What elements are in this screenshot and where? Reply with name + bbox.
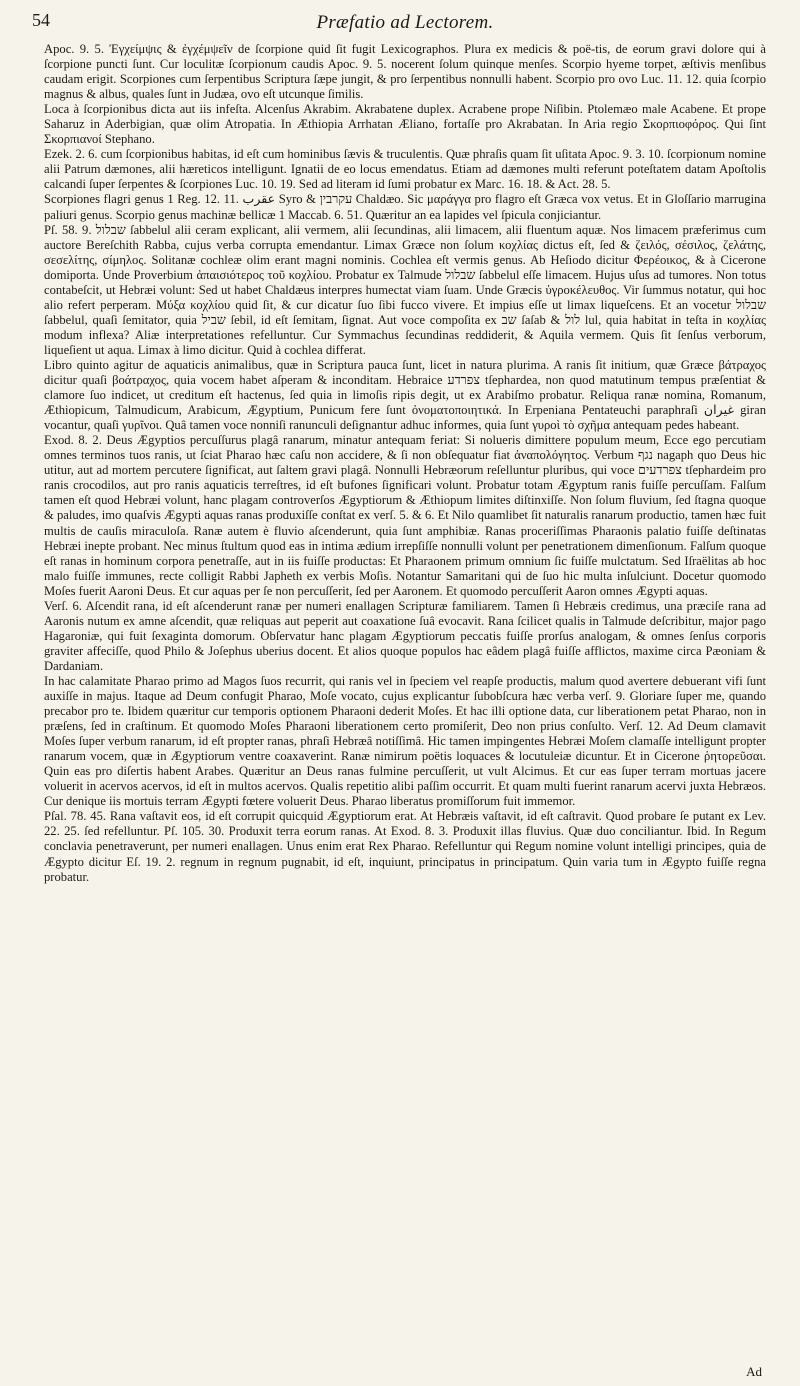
- paragraph: Exod. 8. 2. Deus Ægyptios percuſſurus plagâ ranarum, minatur antequam feriat: Si nolueris dimittere populum meum, Ecce ego percutiam omnes terminos tuos ranis, ut ſciat Pharao hæc caſu non accidere, & ſi non obſequatur fiat ἀναπολόγητος. Verbum נגף nagaph quo Deus hic utitur, aut ad mortem percutere ſignificat, aut ſaltem gravi plagâ. Nonnulli Hebræorum reſelluntur pluribus, qui voce צפרדעים tſephardeim pro ranis crocodilos, aut pro ranis aquaticis terreſtres, id eſt bufones ſignificari volunt. Probatur totam Ægyptum ranis fuiſſe percuſſam. Falſum tamen eſt quod Hebræi volunt, hanc plagam controverſos Ægyptiorum & Æthiopum limites diſtinxiſſe. Non ſolum fluvium, ſed ſtagna quoque & paludes, imo quaſvis Ægypti aquas ranas produxiſſe conſtat ex verſ. 5. & 6. Et Nilo quamlibet ſit naturalis ranarum productio, tamen hæc fuit multis de cauſis miraculoſa. Ranæ autem è fluvio aſcenderunt, quia ſunt amphibiæ. Ranas proceriſſimas Pharaonis palatio fuiſſe deſtinatas Hebræi inepte probant. Nec minus ſtultum quod eas in intima ædium irrepſiſſe nonnulli volunt per penetrationem dimenſionum. Falſum quoque eſt ranas in hominum corpora penetraſſe, aut in iis fuiſſe productas: Et Pharaonem primum omnium ſic fuiſſe mulctatum. Sed Iſraëlitas ab hoc malo fuiſſe immunes, recte colligit Rabbi Japheth ex verbis Moſis. Notantur Samaritani qui de ſuo hic multa inſulciunt. Docetur quomodo Moſes fuerit Aaroni Deus. Et cur aquas per ſe non percuſſerit, ſed per Aaronem. Et quomodo percuſſerit Aaron omnes Ægypti aquas.: [44, 433, 766, 598]
- paragraph: Pſal. 78. 45. Rana vaſtavit eos, id eſt corrupit quicquid Ægyptiorum erat. At Hebræis vaſtavit, id eſt caſtravit. Quod probare ſe putant ex Lev. 22. 25. ſed refelluntur. Pſ. 105. 30. Produxit terra eorum ranas. At Exod. 8. 3. Produxit illas fluvius. Quæ duo conciliantur. Ibid. In Regum conclavia penetraverunt, per numeri enallagen. Unus enim erat Rex Pharao. Refelluntur qui Regum nomine volunt intelligi principes, quia de Ægypto dicitur Eſ. 19. 2. regnum in regnum pugnabit, id eſt, inquiunt, principatus in principatum. Quin varia tum in Ægypto fuiſſe regna probatur.: [44, 809, 766, 884]
- page-number: 54: [32, 10, 50, 30]
- paragraph: Loca à ſcorpionibus dicta aut iis infeſta. Alcenſus Akrabim. Akrabatene duplex. Acrabene prope Niſibin. Ptolemæo male Acabene. Et prope Saharuz in Aderbigian, quæ olim Atropatia. In Æthiopia Arrhatan Æliano, fortaſſe pro Akrabatan. In Aria regio Σκορπιοφόρος. Qui ſint Σκορπιανοί Stephano.: [44, 102, 766, 147]
- paragraph: Libro quinto agitur de aquaticis animalibus, quæ in Scriptura pauca ſunt, licet in natura plurima. A ranis ſit initium, quæ Græce βάτραχος dicitur quaſi βοάτραχος, quia vocem habet aſperam & inconditam. Hebraice צפרדע tſephardea, non quod matutinum tempus præſentiat & clamore ſuo indicet, ut creditum eſt hactenus, ſed quia in limoſis ripis degit, ut ex Arabiſmo probatur. Reliqua ranæ nomina, Romanum, Æthiopicum, Talmudicum, Arabicum, Ægyptium, Punicum fere ſunt ὀνοματοποιητικά. In Erpeniana Pentateuchi paraphraſi غيران giran vocantur, quaſi γυρῖνοι. Quâ tamen voce nonniſi ranunculi deſignantur adhuc informes, quia ſunt γυροὶ τὸ σχῆμα antequam pedes habeant.: [44, 357, 766, 433]
- paragraph: In hac calamitate Pharao primo ad Magos ſuos recurrit, qui ranis vel in ſpeciem vel reapſe productis, malum quod avertere debuerant vifi ſunt auxiſſe in majus. Itaque ad Deum confugit Pharao, Moſe vocato, cujus explicantur ſubobſcura hæc verba verſ. 9. Gloriare ſuper me, quando precabor pro te. Ibidem quæritur cur temporis optionem Pharaoni dederit Moſes. Et hac illi optione data, cur liberationem petat Pharao, non in præſens, ſed in craſtinum. Et quomodo Moſes Pharaoni liberationem certo promiſerit, Deo non prius conſulto. Verſ. 12. Ad Deum clamavit Moſes ſuper verbum ranarum, id eſt propter ranas, phraſi Hebræâ notiſſimâ. Hic tamen impingentes Hebræi Moſem clamaſſe intelligunt propter ranarum vocem, quæ in Ægyptiorum ventre coaxaverint. Ranæ nimirum poëtis loquaces & locutuleiæ dicuntur. Et in Cicerone ῥητορεῦσαι. Quin eas pro diſertis habent Arabes. Quæritur an Deus ranas fulmine percuſſerit, ut vult Alcimus. Et cur eas ſuper terram mortuas jacere voluerit in acervos acervos, id eſt in multos acervos. Qualis repetitio alibi paſſim occurrit. Et quam multi fuerint ranarum acervi juxta Hebræos. Cur denique iis mortuis terram Ægypti fœtere voluerit Deus. Pharao liberatus promiſſorum fuit immemor.: [44, 673, 766, 809]
- running-head: Præfatio ad Lectorem.: [316, 12, 494, 33]
- catchword: Ad: [746, 1364, 762, 1379]
- page-header: [32, 4, 766, 42]
- paragraph: Verſ. 6. Aſcendit rana, id eſt aſcenderunt ranæ per numeri enallagen Scripturæ familiarem. Tamen ſi Hebræis credimus, una præciſe rana ad Aaronis nutum ex amne aſcendit, quæ reliquas aut peperit aut coaxatione ſuâ evocavit. Rana ſcilicet qualis in Talmude deſcribitur, major pago Hagaroniæ, qui fuit ſexaginta domorum. Obſervatur hanc plagam Ægyptiorum peccatis fuiſſe prorſus analogam, & omnes ſenſus corporis graviter affeciſſe, quod Philo & Joſephus uberius docent. Et alios quoque populos hac eâdem plagâ fuiſſe afflictos, maxime circa Pæoniam & Dardaniam.: [44, 598, 766, 673]
- paragraph: Ezek. 2. 6. cum ſcorpionibus habitas, id eſt cum hominibus ſævis & truculentis. Quæ phraſis quam ſit uſitata Apoc. 9. 3. 10. ſcorpionum nomine alii Patrum dæmones, alii hæreticos intelligunt. Ignatii de eo locus emendatus. Etiam ad dæmones multi referunt poteſtatem datam Apoſtolis calcandi ſuper ſerpentes & ſcorpiones Luc. 10. 19. Sed ad literam id ſumi probatur ex Marc. 16. 18. & Act. 28. 5.: [44, 147, 766, 192]
- body-text: [44, 42, 766, 885]
- paragraph: Scorpiones flagri genus 1 Reg. 12. 11. عقرب Syro & עקרבין Chaldæo. Sic μαράγγα pro flagro eſt Græca vox vetus. Et in Gloſſario marrugina paliuri genus. Scorpio genus machinæ bellicæ 1 Maccab. 6. 51. Quæritur an ea lapides vel ſpicula conjiciantur.: [44, 192, 766, 222]
- paragraph: Pſ. 58. 9. שבלול ſabbelul alii ceram explicant, alii vermem, alii ſecundinas, alii limacem, alii fluentum aquæ. Nos limacem præferimus cum auctore Bereſchith Rabba, cujus verba corrupta emendantur. Limax Græce non ſolum κοχλίας dictus eſt, ſed & ζειλός, σέσιλος, ζελάτης, σεσελίτης, σίμηλος. Solitanæ cochleæ olim erant magni nominis. Cochlea eſt vermis genus. Ab Heſiodo dicitur Φερέοικος, & à Cicerone domiporta. Unde Proverbium ἀπαισιότερος τοῦ κοχλίου. Probatur ex Talmude שבלול ſabbelul eſſe limacem. Hujus uſus ad tumores. Non totus contabeſcit, ut Hebræi volunt: Sed ut habet Chaldæus interpres humectat viam ſuam. Unde Græcis ὑγροκέλευθος. Vir ſummus notatur, qui hoc alio refert perperam. Μύξα κοχλίου quid ſit, & cur dicatur ſuo ſibi fucco vivere. Et impius eſſe ut limax liqueſcens. Et an vocetur שבלול ſabbelul, quaſi ſemitator, quia שביל ſebil, id eſt ſemitam, ſignat. Aut voce compoſita ex שב ſaſab & לול lul, quia habitat in teſta in κοχλίας modum inflexa? Aliæ interpretationes refelluntur. Cur Symmachus ſecundinas reddiderit, & Aquila vermem. Quis ſit ſenſus verborum, liqueſient ut aqua. Limax à limo dicitur. Quid à cochlea differat.: [44, 222, 766, 357]
- paragraph: Apoc. 9. 5. Ἐγχείμψις & ἐγχέμψεῖν de ſcorpione quid ſit fugit Lexicographos. Plura ex medicis & poë-tis, de eorum gravi dolore qui à ſcorpione puncti ſunt. Cur loculitæ ſcorpionum caudis Apoc. 9. 5. nocerent ſolum quinque menſes. Scorpio hyeme torpet, æſtivis menſibus caudam erigit. Scorpiones cum ſerpentibus Scriptura ſæpe jungit, & pro ſerpentibus nonnulli habent. Scorpio pro ovo Luc. 11. 12. quia ſcorpio magnus & albus, quales ſunt in Judæa, ovo eſt utcunque ſimilis.: [44, 42, 766, 102]
